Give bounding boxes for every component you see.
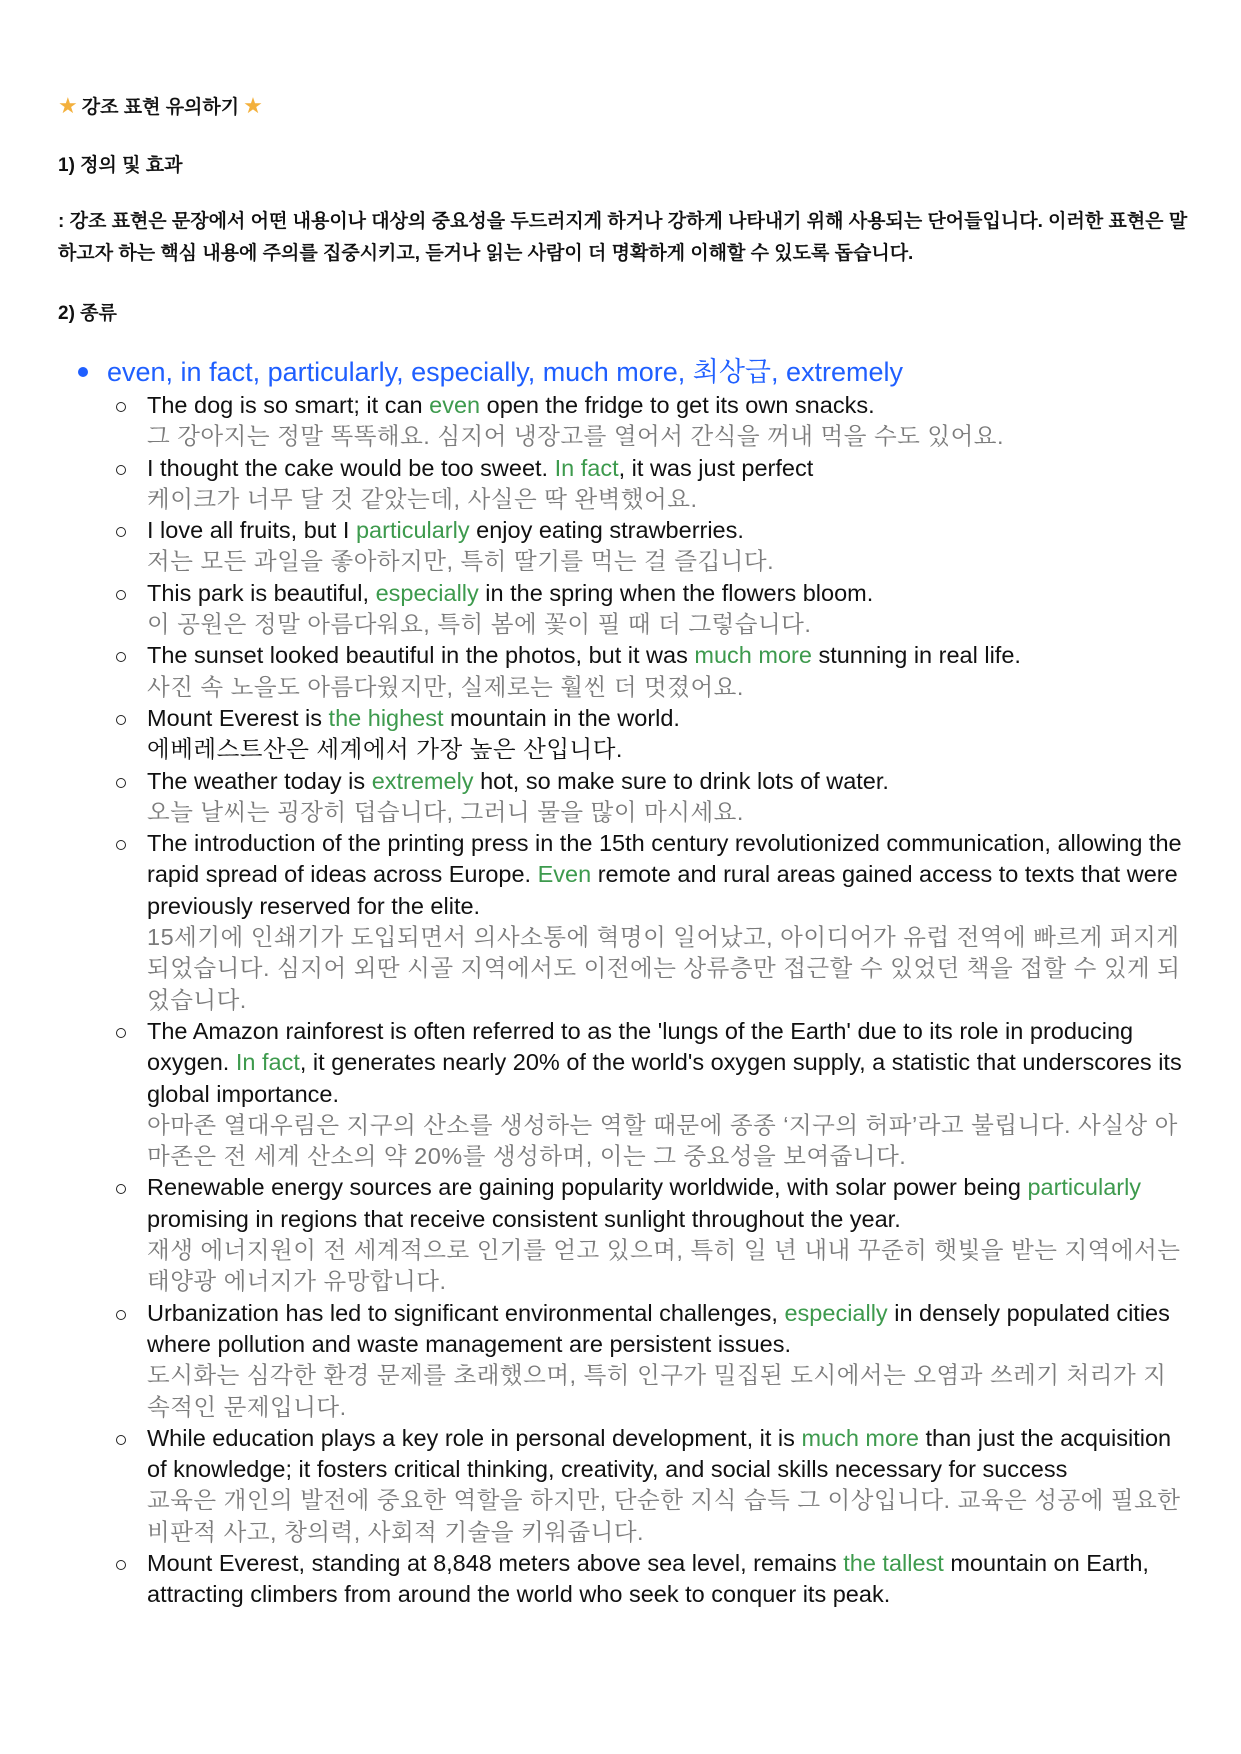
example-sentence-text: I thought the cake would be too sweet. xyxy=(147,454,555,481)
example-item xyxy=(116,766,1188,829)
example-sentence-text: stunning in real life. xyxy=(811,642,1021,669)
highlighted-expression: especially xyxy=(784,1299,888,1326)
example-sentence-text: mountain on Earth, attracting climbers from around the world who seek to conquer its peak. xyxy=(147,1549,1149,1608)
circle-bullet-icon xyxy=(116,715,126,725)
korean-translation: 교육은 개인의 발전에 중요한 역할을 하지만, 단순한 지식 습득 그 이상입니다. 교육은 성공에 필요한 비판적 사고, 창의력, 사회적 기술을 키워줍니다. xyxy=(147,1487,1181,1545)
highlighted-expression: even xyxy=(429,392,481,418)
circle-bullet-icon xyxy=(116,1560,126,1570)
korean-translation: 오늘 날씨는 굉장히 덥습니다, 그러니 물을 많이 마시세요. xyxy=(147,798,744,825)
circle-bullet-icon xyxy=(116,652,126,662)
korean-translation: 그 강아지는 정말 똑똑해요. 심지어 냉장고를 열어서 간식을 꺼내 먹을 수도 있어요. xyxy=(147,423,1005,450)
example-item xyxy=(116,1298,1188,1423)
example-sentence-text: remote and rural areas gained access to texts that were previously reserved for the elite. xyxy=(147,861,1178,919)
section-heading-types: 2) 종류 xyxy=(58,303,117,324)
example-sentence-text: hot, so make sure to drink lots of water. xyxy=(473,767,889,794)
circle-bullet-icon xyxy=(116,778,126,788)
example-sentence-text: mountain in the world. xyxy=(443,704,680,731)
example-sentence-text: promising in regions that receive consistent sunlight throughout the year. xyxy=(147,1205,901,1232)
highlighted-expression: Even xyxy=(537,861,592,888)
circle-bullet-icon xyxy=(116,465,126,475)
example-sentence-text: I love all fruits, but I xyxy=(147,517,356,544)
highlighted-expression: extremely xyxy=(371,767,474,794)
circle-bullet-icon xyxy=(116,527,126,537)
example-list xyxy=(78,390,1188,1611)
circle-bullet-icon xyxy=(116,1435,126,1445)
example-item xyxy=(116,1423,1188,1548)
example-sentence-text: The introduction of the printing press in the 15th century revolutionized communication, allowing the rapid spread of ideas across Europe. xyxy=(147,830,1182,888)
example-item xyxy=(116,1016,1188,1172)
star-icon: ★ xyxy=(58,92,78,118)
korean-translation: 케이크가 너무 달 것 같았는데, 사실은 딱 완벽했어요. xyxy=(147,485,698,512)
expression-list xyxy=(78,354,1188,1611)
example-sentence-text: The weather today is xyxy=(147,767,372,794)
example-item xyxy=(116,1548,1188,1611)
example-sentence-text: , it generates nearly 20% of the world's oxygen supply, a statistic that underscores its global importance. xyxy=(147,1049,1182,1107)
korean-translation: 사진 속 노을도 아름다웠지만, 실제로는 훨씬 더 멋졌어요. xyxy=(147,673,744,700)
highlighted-expression: particularly xyxy=(1027,1174,1142,1201)
example-sentence-text: The sunset looked beautiful in the photos, but it was xyxy=(147,642,695,669)
example-sentence-text: Mount Everest, standing at 8,848 meters above sea level, remains xyxy=(147,1549,844,1576)
korean-translation: 15세기에 인쇄기가 도입되면서 의사소통에 혁명이 일어났고, 아이디어가 유럽 전역에 빠르게 퍼지게 되었습니다. 심지어 외딴 시골 지역에서도 이전에는 상류층만 접근할 수 있었던 책을 접할 수 있게 되었습니다. xyxy=(147,924,1181,1013)
example-item xyxy=(116,1172,1188,1297)
example-item xyxy=(116,640,1188,703)
title-text: 강조 표현 유의하기 xyxy=(81,97,240,118)
korean-translation: 재생 에너지원이 전 세계적으로 인기를 얻고 있으며, 특히 일 년 내내 꾸준히 햇빛을 받는 지역에서는 태양광 에너지가 유망합니다. xyxy=(147,1237,1181,1295)
page-title xyxy=(58,92,263,119)
example-sentence-text: This park is beautiful, xyxy=(147,579,376,606)
korean-translation: 도시화는 심각한 환경 문제를 초래했으며, 특히 인구가 밀집된 도시에서는 오염과 쓰레기 처리가 지속적인 문제입니다. xyxy=(147,1362,1167,1420)
example-sentence-text: While education plays a key role in personal development, it is xyxy=(147,1424,802,1451)
example-item xyxy=(116,390,1188,453)
korean-translation: 에베레스트산은 세계에서 가장 높은 산입니다. xyxy=(147,736,623,763)
example-item xyxy=(116,703,1188,766)
star-icon: ★ xyxy=(243,92,263,118)
highlighted-expression: much more xyxy=(694,642,812,669)
circle-bullet-icon xyxy=(116,840,126,850)
highlighted-expression: especially xyxy=(375,579,479,606)
korean-translation: 이 공원은 정말 아름다워요, 특히 봄에 꽃이 필 때 더 그렇습니다. xyxy=(147,611,812,638)
circle-bullet-icon xyxy=(116,1184,126,1194)
example-sentence-text: The Amazon rainforest is often referred to as the 'lungs of the Earth' due to its role in producing oxygen. xyxy=(147,1017,1134,1076)
example-item xyxy=(116,453,1188,516)
definition-paragraph: : 강조 표현은 문장에서 어떤 내용이나 대상의 중요성을 두드러지게 하거나 강하게 나타내기 위해 사용되는 단어들입니다. 이러한 표현은 말하고자 하는 핵심 내용에 주의를 집중시키고, 듣거나 읽는 사람이 더 명확하게 이해할 수 있도록 돕습니다. xyxy=(58,211,1188,264)
example-sentence-text: in densely populated cities where pollution and waste management are persistent issues. xyxy=(147,1299,1170,1357)
example-sentence-text: , it was just perfect xyxy=(618,454,814,481)
example-sentence-text: Urbanization has led to significant environmental challenges, xyxy=(147,1299,785,1326)
example-sentence-text: than just the acquisition of knowledge; it fosters critical thinking, creativity, and social skills necessary for success xyxy=(147,1424,1172,1483)
example-sentence-text: enjoy eating strawberries. xyxy=(469,517,744,544)
highlighted-expression: much more xyxy=(801,1424,919,1451)
highlighted-expression: In fact xyxy=(235,1049,300,1076)
bullet-icon xyxy=(78,367,88,377)
highlighted-expression: particularly xyxy=(355,517,470,544)
highlighted-expression: the highest xyxy=(328,704,444,731)
example-item xyxy=(116,578,1188,641)
korean-translation: 저는 모든 과일을 좋아하지만, 특히 딸기를 먹는 걸 즐깁니다. xyxy=(147,548,775,575)
circle-bullet-icon xyxy=(116,590,126,600)
example-item xyxy=(116,828,1188,1016)
example-item xyxy=(116,515,1188,578)
circle-bullet-icon xyxy=(116,1028,126,1038)
example-sentence-text: in the spring when the flowers bloom. xyxy=(478,579,874,606)
expression-keywords: even, in fact, particularly, especially, much more, 최상급, extremely xyxy=(107,357,904,387)
example-sentence-text: Mount Everest is xyxy=(147,704,329,731)
highlighted-expression: the tallest xyxy=(843,1549,944,1576)
circle-bullet-icon xyxy=(116,1310,126,1320)
example-sentence-text: The dog is so smart; it can xyxy=(147,392,430,418)
example-sentence-text: open the fridge to get its own snacks. xyxy=(480,392,875,418)
section-heading-definition: 1) 정의 및 효과 xyxy=(58,155,183,176)
highlighted-expression: In fact xyxy=(554,454,619,481)
main-list-item xyxy=(78,354,1188,390)
circle-bullet-icon xyxy=(116,402,126,412)
example-sentence-text: Renewable energy sources are gaining popularity worldwide, with solar power being xyxy=(147,1174,1028,1201)
korean-translation: 아마존 열대우림은 지구의 산소를 생성하는 역할 때문에 종종 ‘지구의 허파’라고 불립니다. 사실상 아마존은 전 세계 산소의 약 20%를 생성하며, 이는 그 중요성을 보여줍니다. xyxy=(147,1111,1178,1170)
